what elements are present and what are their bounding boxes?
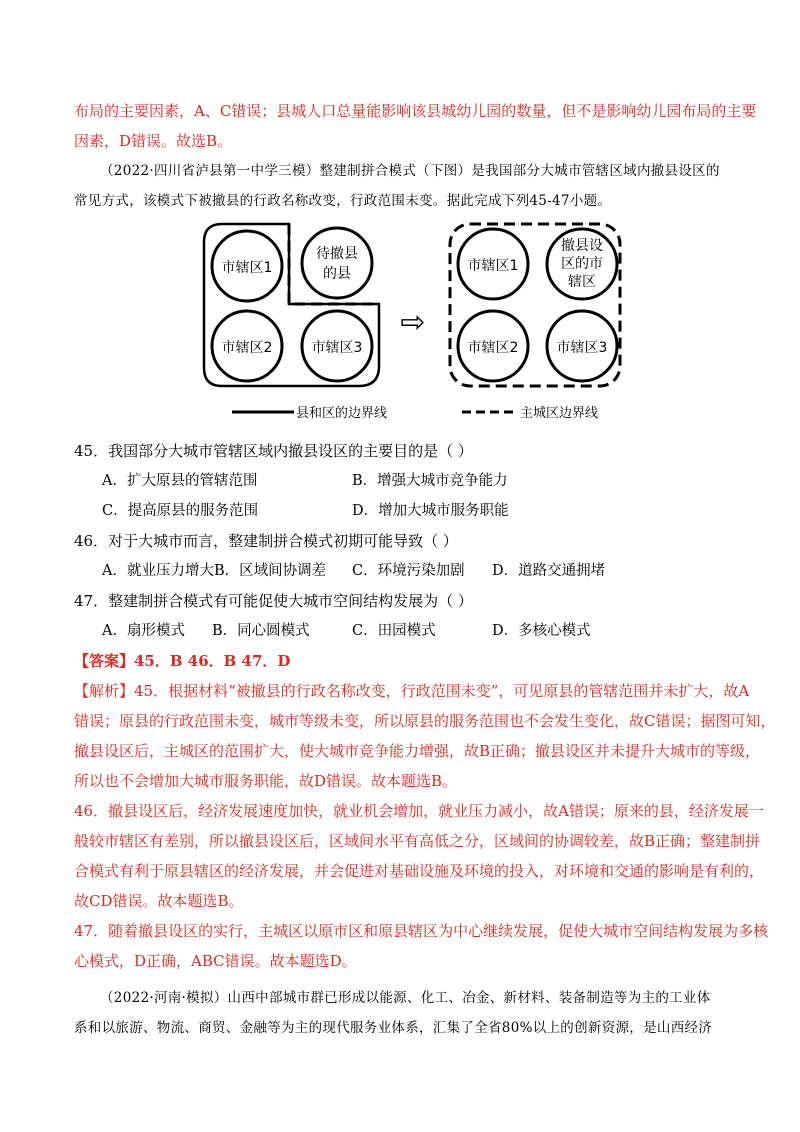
q46-option-c: C．环境污染加剧 [352,563,465,579]
legend-dashed-label: 主城区边界线 [520,406,599,421]
prev-answer-line-1: 布局的主要因素，A、C错误；县城人口总量能影响该县城幼儿园的数量，但不是影响幼儿园布局的主要 [74,102,757,120]
label-right-new-district-b: 区的市 [561,256,603,272]
analysis-46-line-4: 故CD错误。故本题选B。 [74,892,244,910]
q45-option-a: A．扩大原县的管辖范围 [102,473,258,489]
q45-option-d: D．增加大城市服务职能 [352,503,509,519]
analysis-45-line-2: 错误；原县的行政范围未变，城市等级未变，所以原县的服务范围也不会发生变化，故C错误；据图可知， [74,712,776,730]
transform-arrow-icon: ⇨ [400,305,426,340]
label-right-district-2: 市辖区2 [467,340,519,356]
material-line-2: 常见方式，该模式下被撤县的行政名称改变，行政范围未变。据此完成下列45-47小题。 [74,193,612,209]
label-right-district-3: 市辖区3 [556,340,608,356]
label-right-new-district-c: 辖区 [568,274,596,290]
label-left-district-1: 市辖区1 [221,260,273,276]
label-left-district-3: 市辖区3 [311,340,363,356]
analysis-47-line-1: 47．随着撤县设区的实行，主城区以原市区和原县辖区为中心继续发展，促使大城市空间结构发展为多核 [74,922,769,940]
next-material-line-1: （2022·河南·模拟）山西中部城市群已形成以能源、化工、冶金、新材料、装备制造等为主的工业体 [100,990,711,1006]
question-46-stem: 46．对于大城市而言，整建制拼合模式初期可能导致（ ） [74,532,458,550]
material-line-1: （2022·四川省泸县第一中学三模）整建制拼合模式（下图）是我国部分大城市管辖区域内撤县设区的 [100,163,720,179]
q45-option-b: B．增强大城市竞争能力 [352,473,508,489]
analysis-46-line-3: 合模式有利于原县辖区的经济发展，并会促进对基础设施及环境的投入，对环境和交通的影响是有利的， [74,862,765,880]
label-left-county-a: 待撤县 [316,246,358,262]
q46-option-d: D．道路交通拥堵 [492,563,606,579]
next-material-line-2: 系和以旅游、物流、商贸、金融等为主的现代服务业体系，汇集了全省80%以上的创新资源，是山西经济 [74,1020,713,1036]
prev-answer-line-2: 因素，D错误。故选B。 [74,132,233,150]
analysis-45-line-3: 撤县设区后，主城区的范围扩大，使大城市竞争能力增强，故B正确；撤县设区并未提升大城市的等级， [74,742,761,760]
question-47-stem: 47．整建制拼合模式有可能促使大城市空间结构发展为（ ） [74,592,473,610]
q46-option-ab: A．就业压力增大B．区域间协调差 [102,563,327,579]
analysis-47-line-2: 心模式，D正确，ABC错误。故本题选D。 [74,952,357,970]
analysis-46-line-2: 般较市辖区有差别，所以撤县设区后，区域间水平有高低之分，区域间的协调较差，故B正确；整建制拼 [74,832,761,850]
analysis-45-line-1: 【解析】45．根据材料“被撤县的行政名称改变，行政范围未变”，可见原县的管辖范围并未扩大，故A [74,682,750,700]
q47-option-a: A．扇形模式 [102,623,185,639]
legend-solid-label: 县和区的边界线 [296,406,388,421]
analysis-45-line-4: 所以也不会增加大城市服务职能，故D错误。故本题选B。 [74,772,458,790]
label-right-new-district-a: 撤县设 [561,238,603,254]
label-left-district-2: 市辖区2 [221,340,273,356]
q45-option-c: C．提高原县的服务范围 [102,503,259,519]
label-left-county-b: 的县 [323,266,351,282]
q47-option-d: D．多核心模式 [492,623,591,639]
answer-key: 【答案】45．B 46．B 47．D [74,652,291,670]
analysis-46-line-1: 46．撤县设区后，经济发展速度加快，就业机会增加，就业压力减小，故A错误；原来的县，经济发展一 [74,802,764,820]
circle-left-county [302,228,372,298]
q47-option-b: B．同心圆模式 [212,623,310,639]
merge-model-diagram [196,216,626,428]
label-right-district-1: 市辖区1 [467,258,519,274]
q47-option-c: C．田园模式 [352,623,436,639]
question-45-stem: 45．我国部分大城市管辖区域内撤县设区的主要目的是（ ） [74,442,473,460]
